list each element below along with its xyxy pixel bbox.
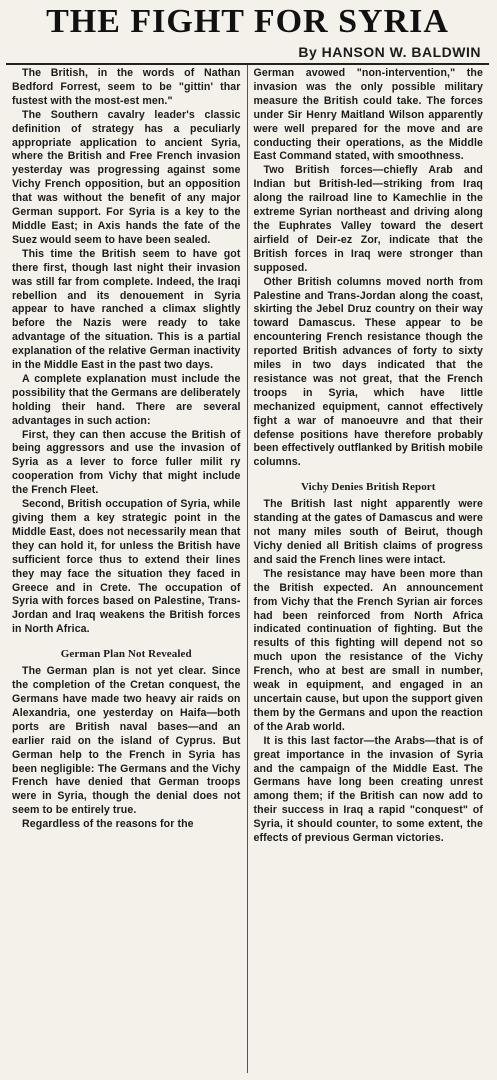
subheading: Vichy Denies British Report: [300, 481, 436, 494]
paragraph: Other British columns moved north from Palestine and Trans-Jordan along the coast, skirting the Jebel Druz country on their way toward Damascus. These appear to be encountering French resistance though the reported British advances of forty to sixty miles in two days indicated that the resistance was not great, that the French troops in Syria, which have little mechanized equipment, cannot effectively fight a war of manoeuvre and that their defense positions have therefore probably been effectively outflanked by British mobile columns.: [253, 275, 483, 469]
headline: THE FIGHT FOR SYRIA: [46, 3, 449, 40]
paragraph: First, they can then accuse the British of being aggressors and use the invasion of Syria as a lever to force fuller milit ry cooperation from Vichy that might include the French Fleet.: [12, 428, 241, 497]
paragraph: The British last night apparently were standing at the gates of Damascus and were not many miles south of Beirut, though Vichy denied all British claims of progress and said the French lines were intact.: [253, 498, 483, 566]
paragraph: The British, in the words of Nathan Bedford Forrest, seem to be "gittin' thar fustest with the most-est men.": [12, 67, 241, 107]
paragraph: The German plan is not yet clear. Since the completion of the Cretan conquest, the Germans have made two heavy air raids on Alexandria, one yesterday on Haifa—both ports are British naval bases—and an earlier raid on the island of Cyprus. But German help to the French in Syria has been negligible: The Germans and the Vichy French have denied that German troops were in Syria, though the denial does not seem to be entirely true.: [12, 665, 241, 817]
paragraph: It is this last factor—the Arabs—that is of great importance in the invasion of Syria and the campaign of the Middle East. The Germans have long been creating unrest among them; if the British can now add to their success in Iraq a rapid "conquest" of Syria, it should counter, to some extent, the effects of previous German victories.: [253, 734, 483, 845]
paragraph: Two British forces—chiefly Arab and Indian but British-led—striking from Iraq along the railroad line to Kamechlie in the extreme Syrian northeast and driving along the Euphrates Valley toward the desert airfield of Deir-ez Zor, indicate that the British forces in Iraq were stronger than supposed.: [253, 164, 483, 274]
paragraph: This time the British seem to have got there first, though last night their invasion was still far from complete. Indeed, the Iraqi rebellion and its denouement in Syria appear to have ranched a climax slightly before the Nazis were ready to take advantage of the situation. This is a partial explanation of the relative German inactivity in the Middle East in the past two days.: [12, 247, 241, 372]
byline: By HANSON W. BALDWIN: [298, 44, 481, 60]
paragraph: German avowed "non-intervention," the invasion was the only possible military measure the British could take. The forces under Sir Henry Maitland Wilson apparently were well prepared for the move and are conducting their operations, as the Middle East Command stated, with smoothness.: [253, 67, 483, 163]
subheading: German Plan Not Revealed: [60, 648, 192, 661]
paragraph: The resistance may have been more than the British expected. An announcement from Vichy that the French Syrian air forces had been reinforced from North Africa indicated continuation of fighting. But the results of this fighting will depend not so much upon the resistance of the Vichy French, who at best are small in number, weak in equipment, and engaged in an uncertain cause, but upon the support given them by the Germans and upon the reaction of the Arab world.: [253, 567, 483, 733]
left-column: [6, 65, 248, 1073]
paragraph: Second, British occupation of Syria, while giving them a key strategic point in the Middle East, does not necessarily mean that they can hold it, for unless the British have sufficient force thus to extend their lines they may face the situation they faced in Greece and in Crete. The occupation of Syria with forces based on Palestine, Trans-Jordan and Iraq weakens the British forces in North Africa.: [12, 498, 241, 636]
paragraph: A complete explanation must include the possibility that the Germans are deliberately holding their hand. There are several advantages in such action:: [12, 372, 241, 427]
right-column: [248, 65, 490, 1073]
paragraph: Regardless of the reasons for the: [22, 818, 194, 831]
article-columns: [6, 65, 489, 1073]
paragraph: The Southern cavalry leader's classic definition of strategy has a peculiarly appropriate application to ancient Syria, where the British and Free French invasion yesterday was progressing against some Vichy French opposition, but an opposition that was without the benefit of any major German support. For Syria is a key to the Middle East; in Axis hands the fate of the Suez would seem to have been sealed.: [12, 108, 241, 246]
